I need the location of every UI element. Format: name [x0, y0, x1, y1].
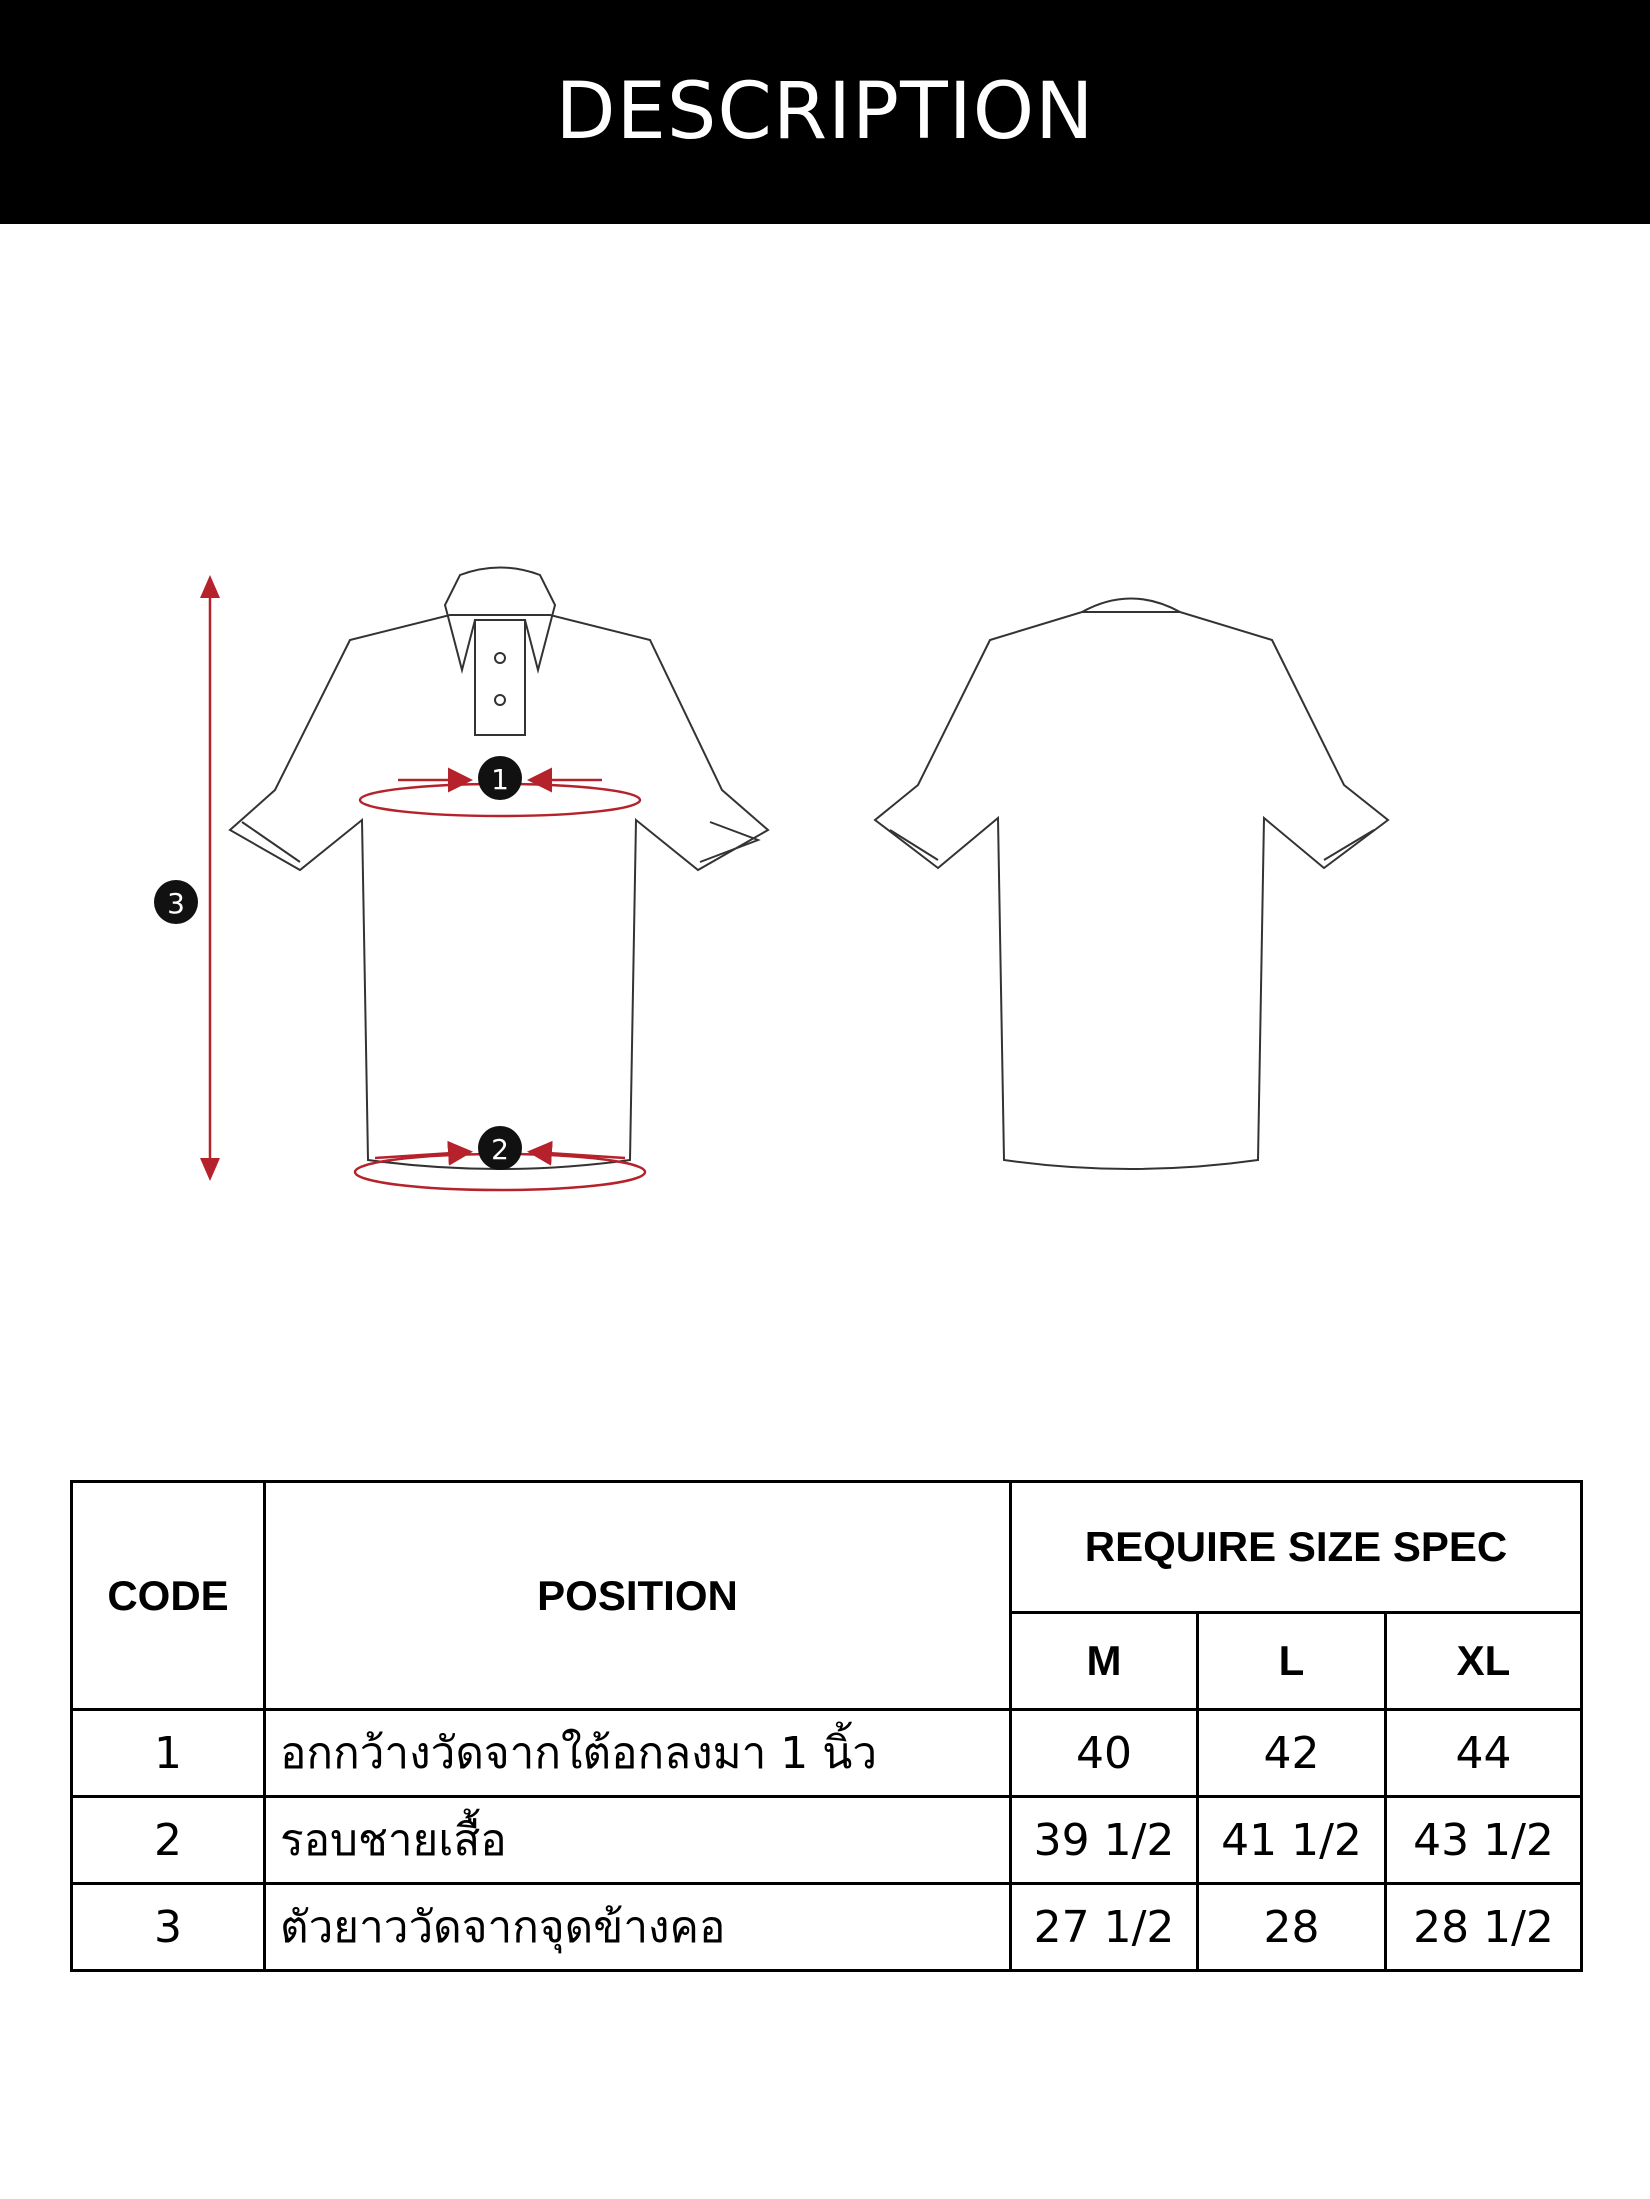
size-l-cell: 28 [1198, 1884, 1386, 1971]
size-m-cell: 27 1/2 [1011, 1884, 1198, 1971]
code-cell: 1 [72, 1710, 265, 1797]
header-size-m: M [1011, 1613, 1198, 1710]
table-row [72, 1710, 1582, 1797]
position-cell: อกกว้างวัดจากใต้อกลงมา 1 นิ้ว [265, 1710, 1011, 1797]
size-xl-cell: 28 1/2 [1386, 1884, 1582, 1971]
marker-1-label: 1 [491, 763, 509, 796]
size-m-cell: 40 [1011, 1710, 1198, 1797]
chest-measurement [360, 756, 640, 816]
size-xl-cell: 44 [1386, 1710, 1582, 1797]
code-cell: 2 [72, 1797, 265, 1884]
header-position: POSITION [265, 1482, 1011, 1710]
position-cell: รอบชายเสื้อ [265, 1797, 1011, 1884]
size-l-cell: 42 [1198, 1710, 1386, 1797]
hem-measurement [355, 1126, 645, 1190]
back-shirt-outline [875, 599, 1388, 1170]
page-title: DESCRIPTION [555, 67, 1095, 157]
size-l-cell: 41 1/2 [1198, 1797, 1386, 1884]
code-cell: 3 [72, 1884, 265, 1971]
front-shirt-outline [230, 568, 768, 1170]
header-require-size-spec: REQUIRE SIZE SPEC [1011, 1482, 1582, 1613]
size-xl-cell: 43 1/2 [1386, 1797, 1582, 1884]
table-row [72, 1884, 1582, 1971]
header-size-xl: XL [1386, 1613, 1582, 1710]
marker-3-label: 3 [167, 887, 185, 920]
size-spec-table [70, 1480, 1583, 1972]
length-measurement [154, 575, 220, 1181]
size-m-cell: 39 1/2 [1011, 1797, 1198, 1884]
header-code: CODE [72, 1482, 265, 1710]
header-size-l: L [1198, 1613, 1386, 1710]
table-row [72, 1797, 1582, 1884]
shirt-measurement-diagram [130, 530, 1530, 1230]
position-cell: ตัวยาววัดจากจุดข้างคอ [265, 1884, 1011, 1971]
header-bar [0, 0, 1650, 224]
marker-2-label: 2 [491, 1133, 509, 1166]
